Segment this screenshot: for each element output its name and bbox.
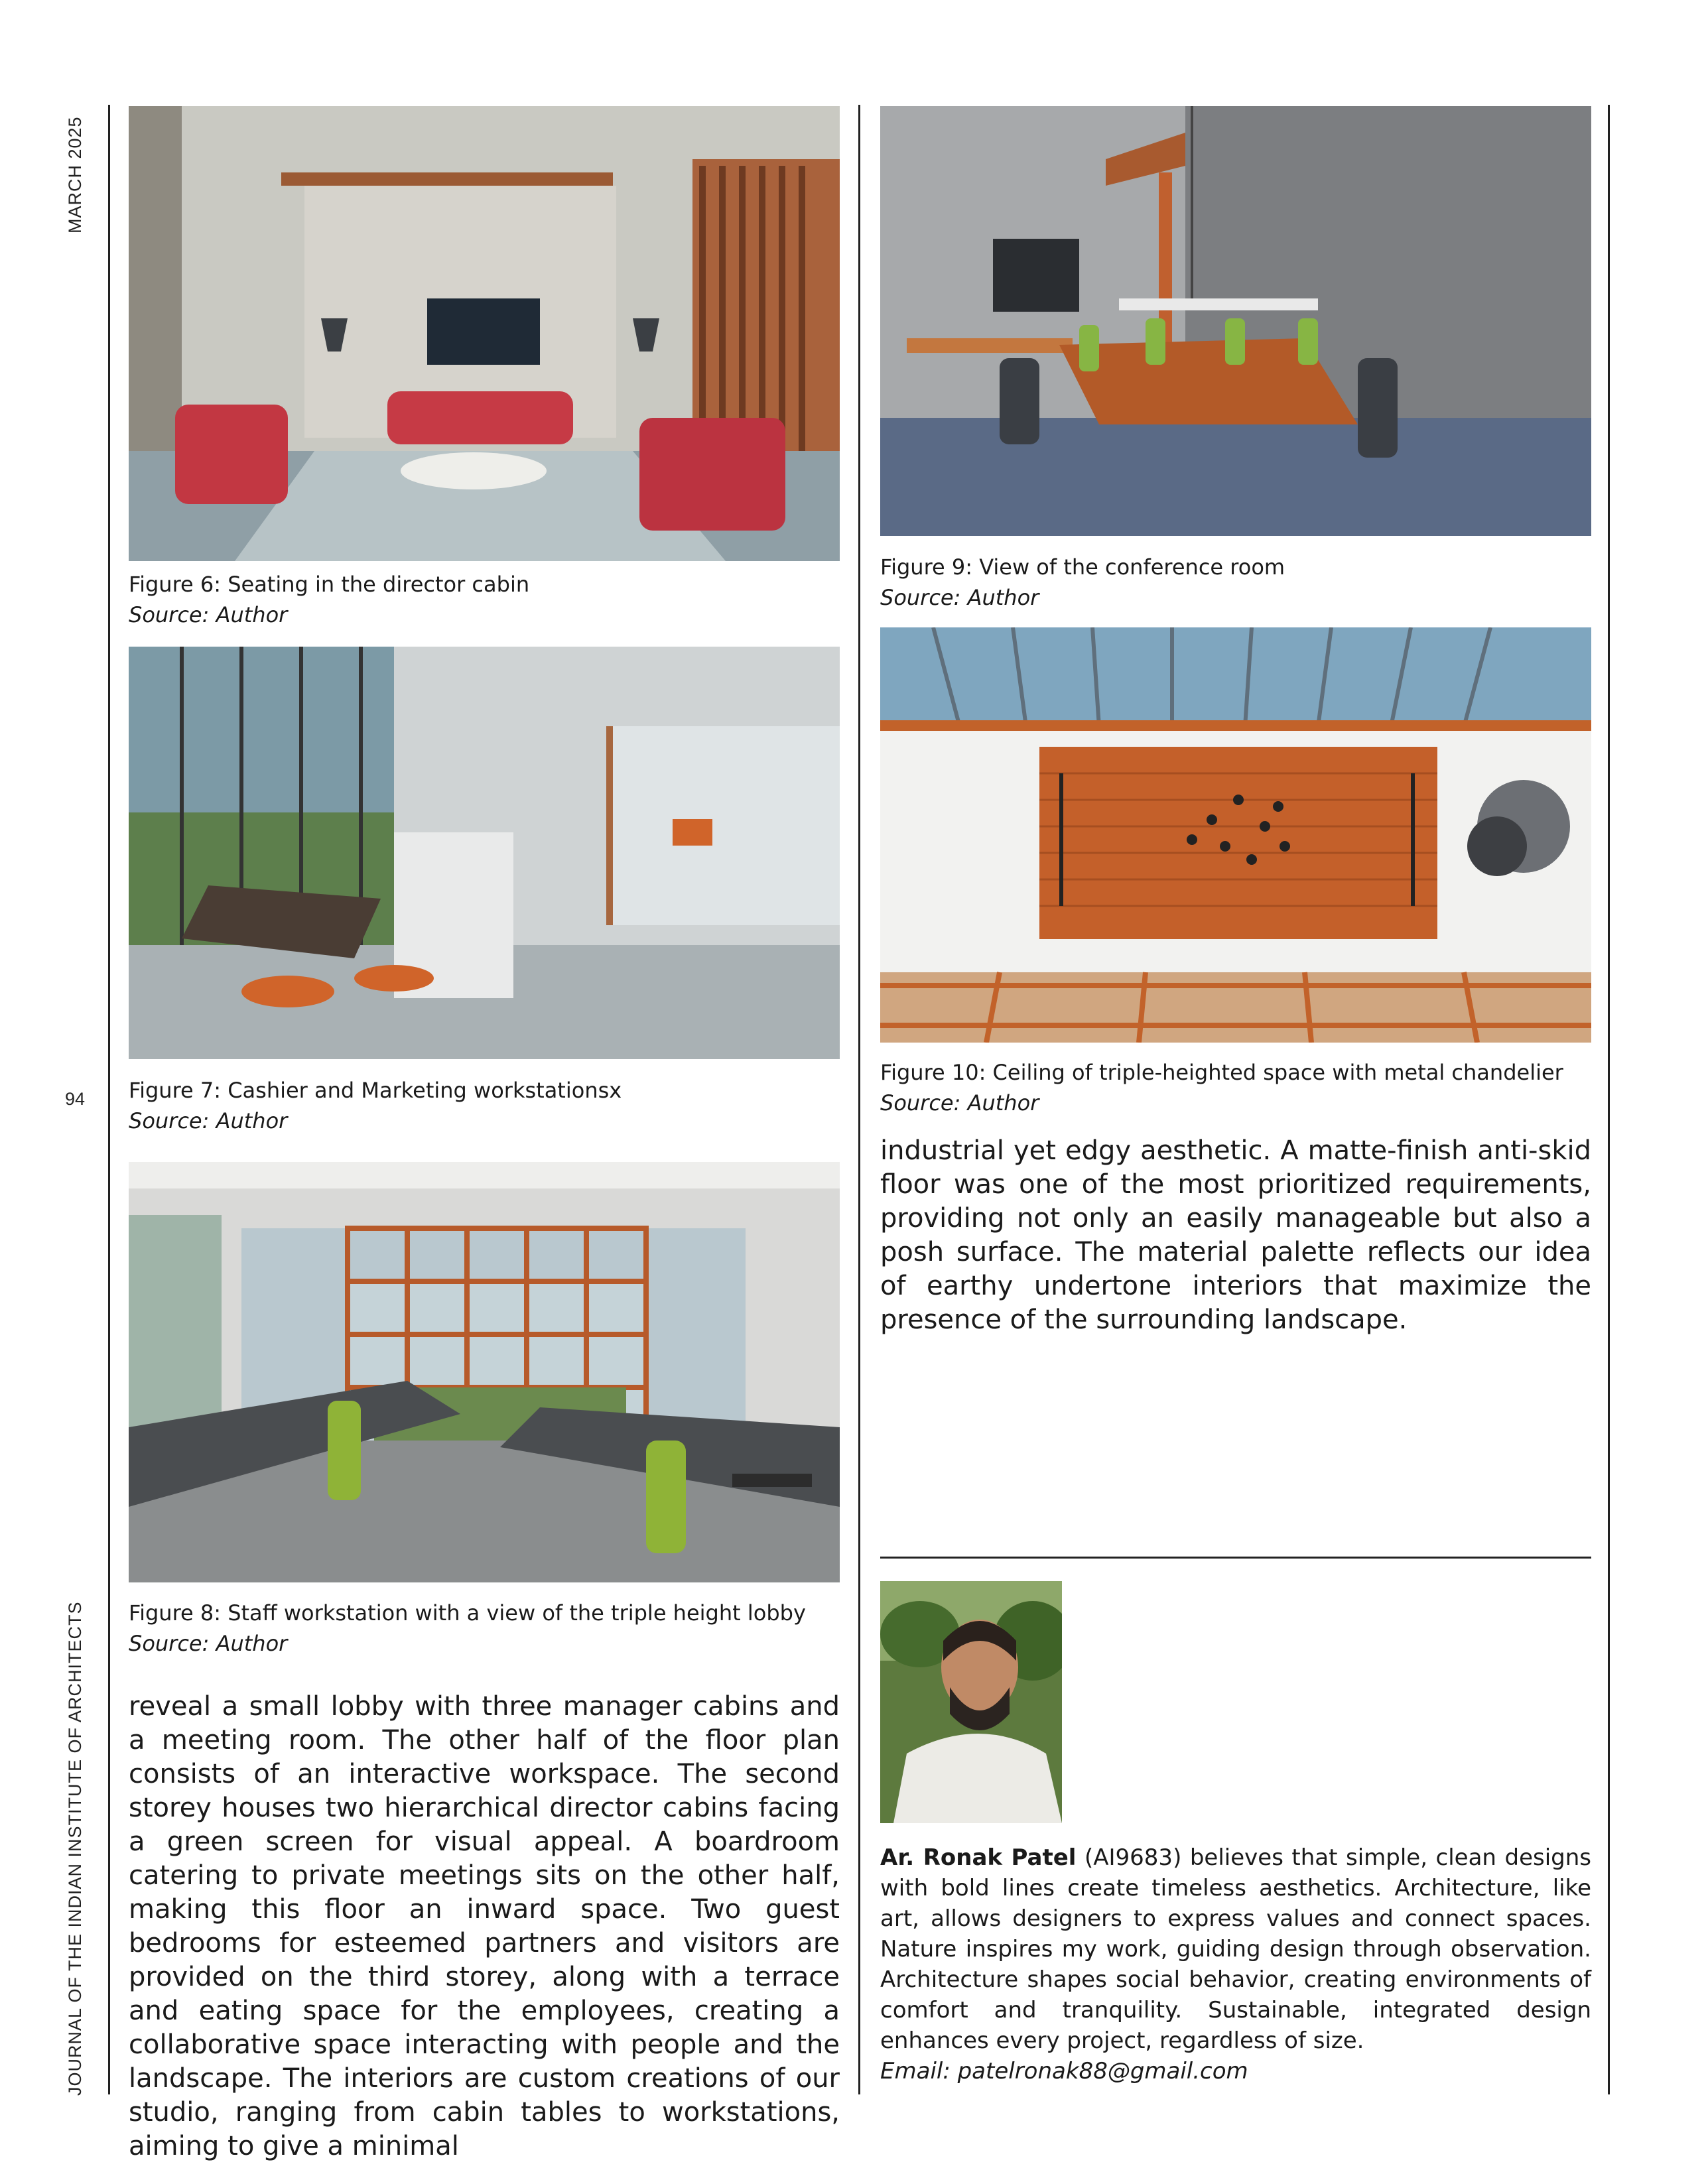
figure-8-photo [129,1162,840,1582]
page-number: 94 [65,1089,86,1109]
author-bio-text: (AI9683) believes that simple, clean designs with bold lines create timeless aesthetics. Architecture, like art, allows designers to express values and connect spaces. Nature inspires my work, guiding design through observation. Architecture shapes social behavior, creating environments of comfort and tranquility. Sustainable, integrated design enhances every project, regardless of size. [880,1844,1592,2054]
author-email: Email: patelronak88@gmail.com [880,2058,1248,2084]
figure-7-title: Figure 7: Cashier and Marketing workstationsx [129,1078,622,1103]
figure-10-photo [880,627,1591,1043]
right-column-body-text: industrial yet edgy aesthetic. A matte-finish anti-skid floor was one of the most prioritized requirements, providing not only an easily manageable but also a posh surface. The material palette reflects our idea of earthy undertone interiors that maximize the presence of the surrounding landscape. [880,1135,1591,1335]
figure-10-caption [880,1057,1597,1118]
author-section-rule [880,1557,1591,1559]
figure-7-source: Source: Author [129,1108,288,1133]
figure-10-title: Figure 10: Ceiling of triple-heighted space with metal chandelier [880,1060,1563,1085]
figure-7-caption [129,1075,845,1136]
figure-8-title: Figure 8: Staff workstation with a view of the triple height lobby [129,1600,806,1626]
figure-6-source: Source: Author [129,602,288,627]
author-bio [880,1842,1591,2086]
right-margin-rule [1608,105,1610,2094]
figure-7-photo [129,647,840,1059]
figure-9-photo [880,106,1591,536]
running-head-date: MARCH 2025 [65,116,85,233]
left-margin-rule [108,105,110,2094]
left-column-body-text: reveal a small lobby with three manager cabins and a meeting room. The other half of the floor plan consists of an interactive workspace. The second storey houses two hierarchical director cabins facing a green screen for visual appeal. A boardroom catering to private meetings sits on the other half, making this floor an inward space. Two guest bedrooms for esteemed partners and visitors are provided on the third storey, along with a terrace and eating space for the employees, creating a collaborative space interacting with people and the landscape. The interiors are custom creations of our studio, ranging from cabin tables to workstations, aiming to give a minimal [129,1691,840,2161]
figure-8-source: Source: Author [129,1631,288,1656]
figure-6-photo [129,106,840,561]
figure-6-caption [129,569,845,630]
figure-9-title: Figure 9: View of the conference room [880,554,1285,580]
figure-10-source: Source: Author [880,1090,1039,1116]
center-column-rule [858,105,860,2094]
figure-6-title: Figure 6: Seating in the director cabin [129,572,530,597]
figure-9-caption [880,552,1597,613]
figure-9-source: Source: Author [880,585,1039,610]
author-name: Ar. Ronak Patel [880,1844,1077,1871]
figure-8-caption [129,1598,845,1659]
running-head-journal: JOURNAL OF THE INDIAN INSTITUTE OF ARCHITECTS [65,1601,85,2096]
author-portrait [880,1581,1062,1823]
